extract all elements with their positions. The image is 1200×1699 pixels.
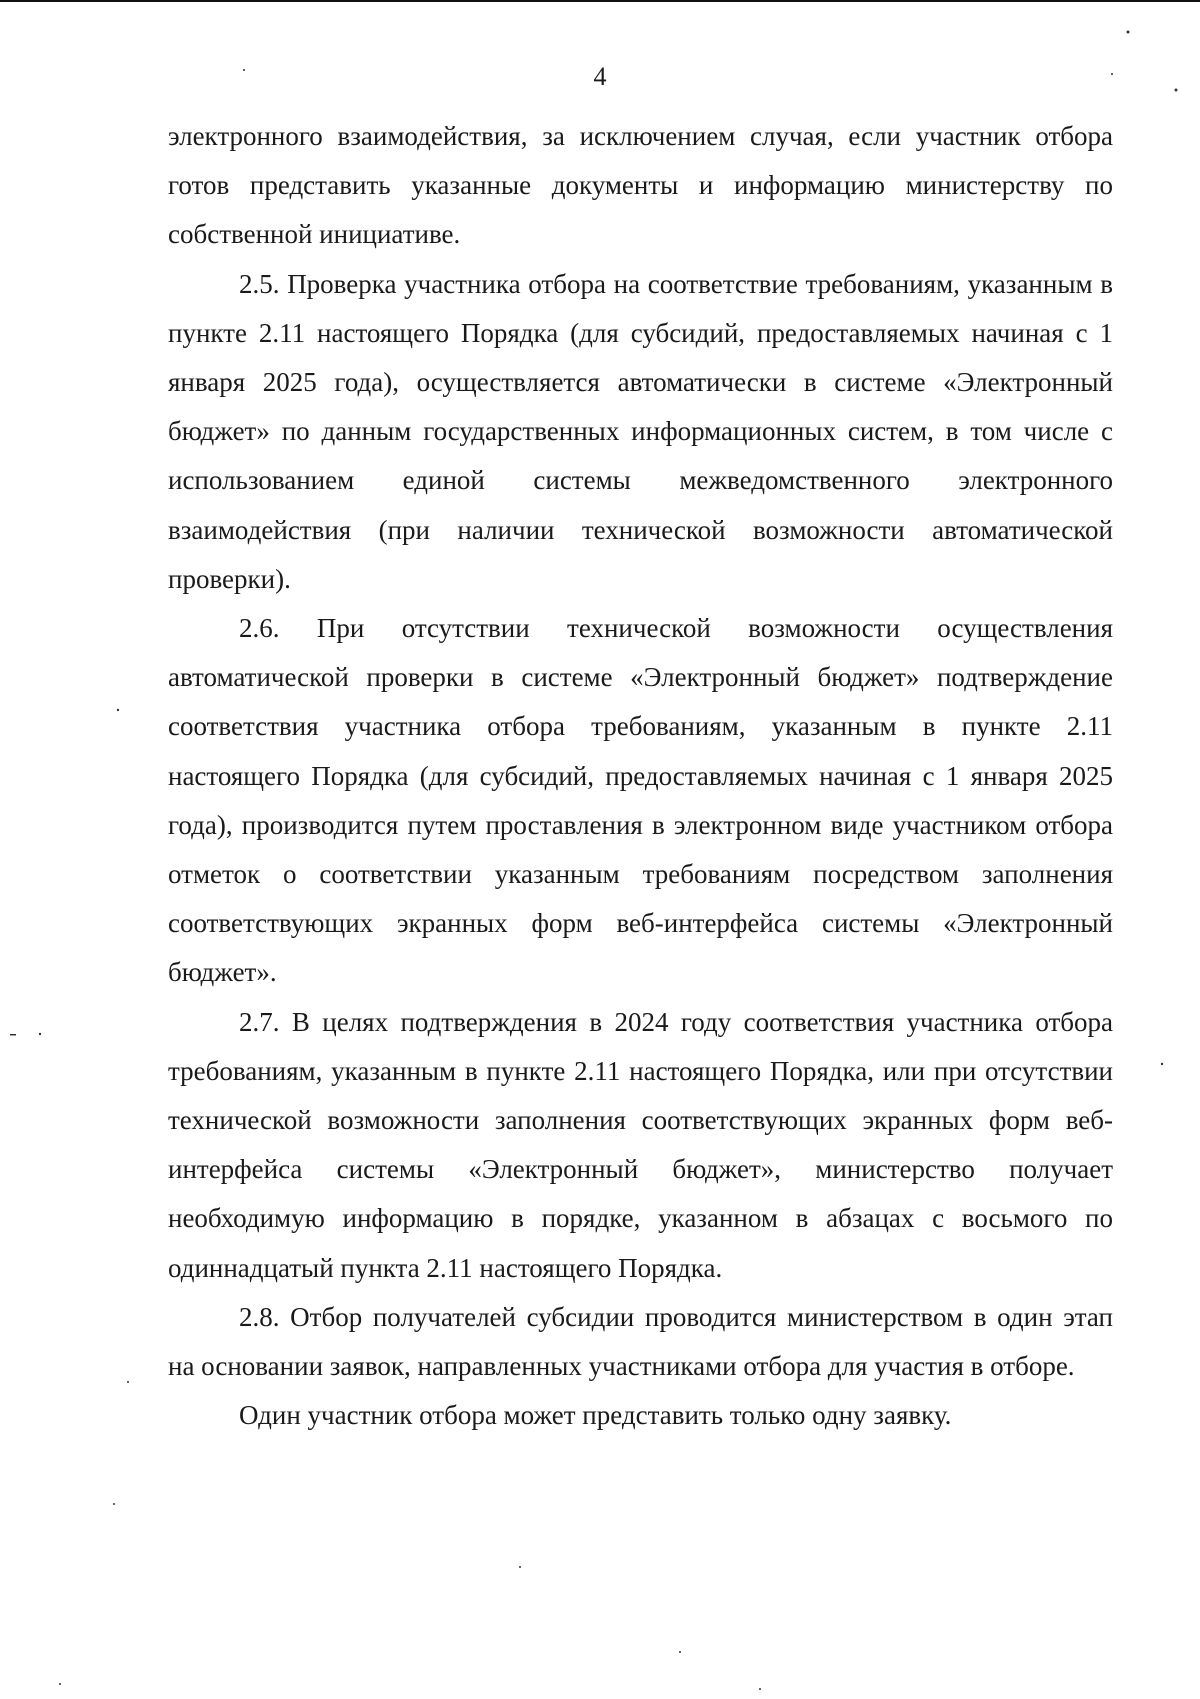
paragraph-2-8: 2.8. Отбор получателей субсидии проводится министерством в один этап на основании заявок, направленных участниками отбора для участия в отборе.: [168, 1301, 1113, 1382]
paragraph-2-5: 2.5. Проверка участника отбора на соответствие требованиям, указанным в пункте 2.11 настоящего Порядка (для субсидий, предоставляемых начиная с 1 января 2025 года), осуществляется автоматически в системе «Электронный бюджет» по данным государственных информационных систем, в том числе с использованием единой системы межведомственного электронного взаимодействия (при наличии технической возможности автоматической проверки).: [168, 268, 1113, 594]
page-number: 4: [593, 62, 607, 91]
paragraph-single-application: Один участник отбора может представить только одну заявку.: [239, 1400, 952, 1431]
document-body: [168, 112, 1113, 1440]
paragraph-2-6: 2.6. При отсутствии технической возможности осуществления автоматической проверки в системе «Электронный бюджет» подтверждение соответствия участника отбора требованиям, указанным в пункте 2.11 настоящего Порядка (для субсидий, предоставляемых начиная с 1 января 2025 года), производится путем проставления в электронном виде участником отбора отметок о соответствии указанным требованиям посредством заполнения соответствующих экранных форм веб-интерфейса системы «Электронный бюджет».: [168, 613, 1113, 988]
paragraph-continuation: электронного взаимодействия, за исключением случая, если участник отбора готов представить указанные документы и информацию министерству по собственной инициативе.: [168, 121, 1113, 250]
paragraph-2-7: 2.7. В целях подтверждения в 2024 году соответствия участника отбора требованиям, указанным в пункте 2.11 настоящего Порядка, или при отсутствии технической возможности заполнения соответствующих экранных форм веб-интерфейса системы «Электронный бюджет», министерство получает необходимую информацию в порядке, указанном в абзацах с восьмого по одиннадцатый пункта 2.11 настоящего Порядка.: [168, 1006, 1113, 1283]
